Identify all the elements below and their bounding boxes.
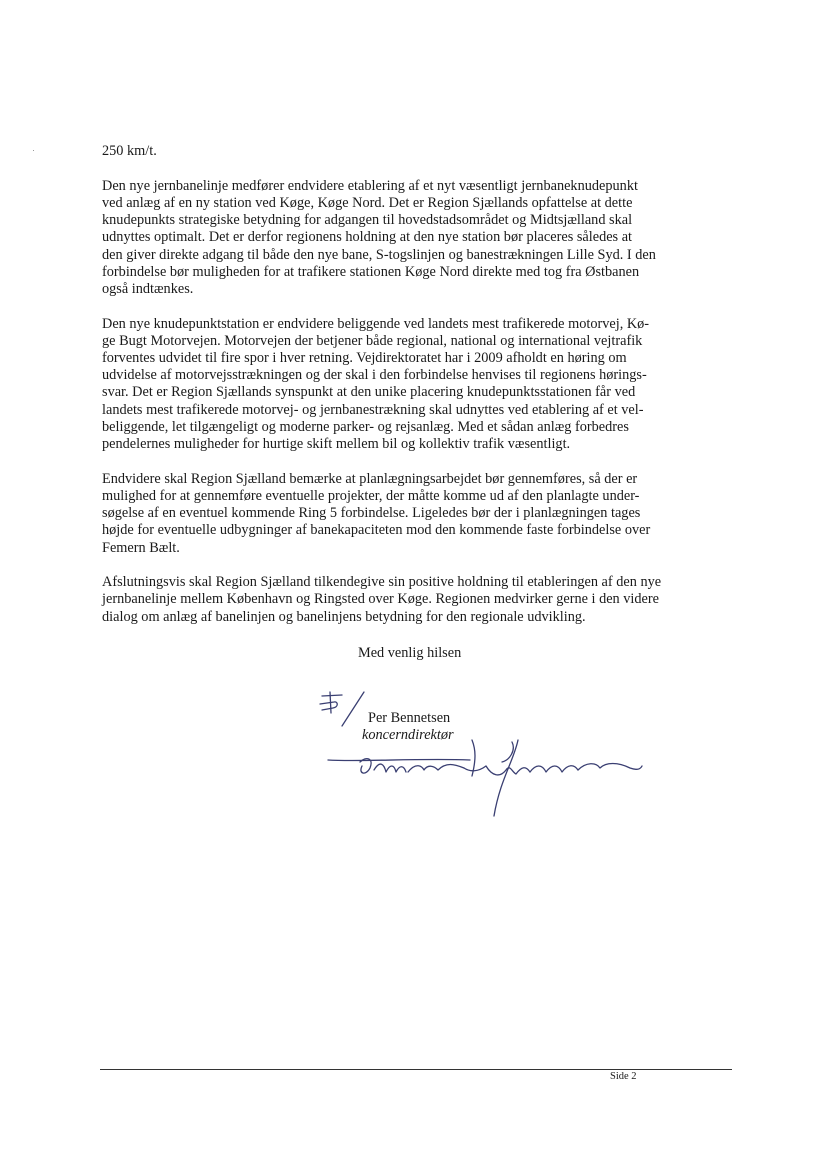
text-line: den giver direkte adgang til både den nye bane, S-togslinjen og banestrækningen Lille Syd. I den — [102, 246, 656, 263]
footer-divider — [100, 1069, 732, 1070]
text-line: højde for eventuelle udbygninger af banekapaciteten mod den kommende faste forbindelse over — [102, 522, 651, 539]
text-line: Femern Bælt. — [102, 539, 180, 556]
letter-body — [102, 143, 742, 643]
paragraph-koge-nord-station — [102, 178, 742, 298]
scan-speck — [33, 150, 34, 151]
text-line: ved anlæg af en ny station ved Køge, Køge Nord. Det er Region Sjællands opfattelse at dette — [102, 194, 633, 211]
text-line: forbindelse bør muligheden for at trafikere stationen Køge Nord direkte med tog fra Østbanen — [102, 263, 640, 280]
text-line: knudepunkts strategiske betydning for adgangen til hovedstadsområdet og Midtsjælland skal — [102, 212, 633, 229]
text-line: mulighed for at gennemføre eventuelle projekter, der måtte komme ud af den planlagte under- — [102, 487, 640, 504]
paragraph-planning — [102, 471, 742, 557]
text-line: Den nye knudepunktstation er endvidere beliggende ved landets mest trafikerede motorvej, Kø- — [102, 315, 650, 332]
text-line: forventes udvidet til fire spor i hver retning. Vejdirektoratet har i 2009 afholdt en høring om — [102, 350, 627, 367]
signer-title: koncerndirektør — [362, 727, 454, 743]
paragraph-conclusion — [102, 574, 742, 626]
text-line: svar. Det er Region Sjællands synspunkt at den unike placering knudepunktsstationen får ved — [102, 384, 636, 401]
paragraph-motorway — [102, 316, 742, 454]
text-line: beliggende, let tilgængeligt og moderne parker- og rejsanlæg. Med et sådan anlæg forbedres — [102, 418, 629, 435]
text-line: Afslutningsvis skal Region Sjælland tilkendegive sin positive holdning til etableringen af den nye — [102, 574, 662, 591]
text-line: jernbanelinje mellem København og Ringsted over Køge. Regionen medvirker gerne i den videre — [102, 591, 660, 608]
text-line: Endvidere skal Region Sjælland bemærke at planlægningsarbejdet bør gennemføres, så der er — [102, 470, 638, 487]
closing-greeting: Med venlig hilsen — [358, 645, 462, 661]
text-line: landets mest trafikerede motorvej- og jernbanestrækning skal udnyttes ved etablering af et vel- — [102, 401, 644, 418]
text-line: 250 km/t. — [102, 143, 157, 159]
text-line: pendelernes muligheder for hurtige skift mellem bil og kollektiv trafik væsentligt. — [102, 436, 571, 453]
text-line: Den nye jernbanelinje medfører endvidere etablering af et nyt væsentligt jernbaneknudepunkt — [102, 177, 638, 194]
handwritten-signature — [300, 680, 650, 830]
paragraph-speed — [102, 143, 742, 160]
text-line: ge Bugt Motorvejen. Motorvejen der betjener både regional, national og international vejtrafik — [102, 332, 643, 349]
page-number: Side 2 — [610, 1071, 637, 1082]
text-line: udvidelse af motorvejsstrækningen og der skal i den forbindelse henvises til regionens hørings- — [102, 367, 647, 384]
text-line: dialog om anlæg af banelinjen og banelinjens betydning for den regionale udvikling. — [102, 608, 586, 625]
signer-name: Per Bennetsen — [368, 710, 451, 726]
text-line: også indtænkes. — [102, 280, 194, 297]
text-line: søgelse af en eventuel kommende Ring 5 forbindelse. Ligeledes bør der i planlægningen tages — [102, 505, 641, 522]
text-line: udnyttes optimalt. Det er derfor regionens holdning at den nye station bør placeres således at — [102, 229, 633, 246]
